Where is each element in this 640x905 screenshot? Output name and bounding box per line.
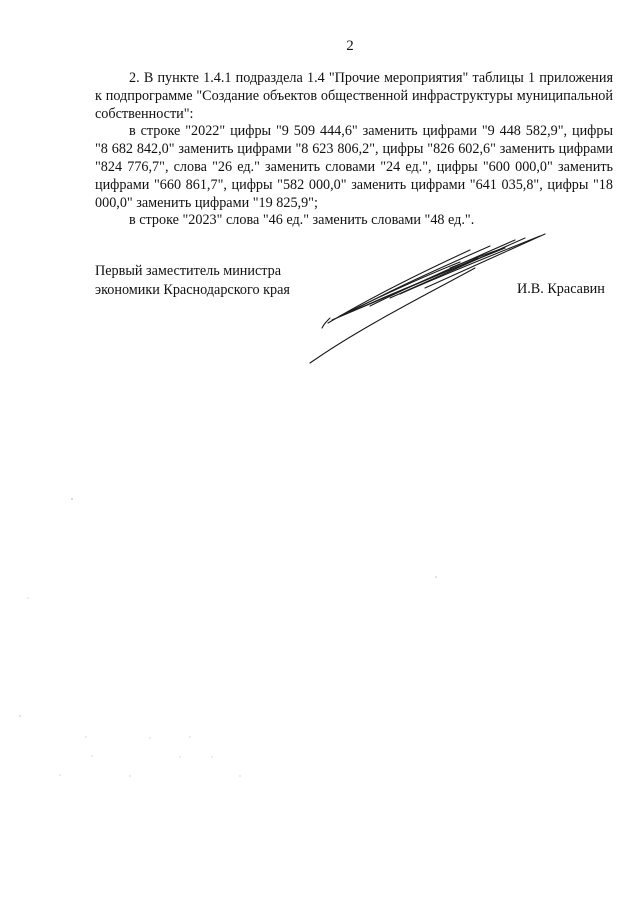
paragraph-row-2022: в строке "2022" цифры "9 509 444,6" заменить цифрами "9 448 582,9", цифры "8 682 842,0" заменить цифрами "8 623 806,2", цифры "826 602,6" заменить цифрами "824 776,7", слова "26 ед." заменить словами "24 ед.", цифры "600 000,0" заменить цифрами "660 861,7", цифры "582 000,0" заменить цифрами "641 035,8", цифры "18 000,0" заменить цифрами "19 825,9"; xyxy=(95,123,613,211)
signer-name: И.В. Красавин xyxy=(517,281,605,297)
signer-title-line-1: Первый заместитель министра xyxy=(95,263,282,279)
page-number: 2 xyxy=(346,38,354,54)
signer-title-line-2: экономики Краснодарского края xyxy=(95,282,290,298)
paragraph-row-2023: в строке "2023" слова "46 ед." заменить словами "48 ед.". xyxy=(129,212,475,229)
paragraph-item-2: 2. В пункте 1.4.1 подраздела 1.4 "Прочие мероприятия" таблицы 1 приложения к подпрограмме "Создание объектов общественной инфраструктуры муниципальной собственности": xyxy=(95,70,613,122)
